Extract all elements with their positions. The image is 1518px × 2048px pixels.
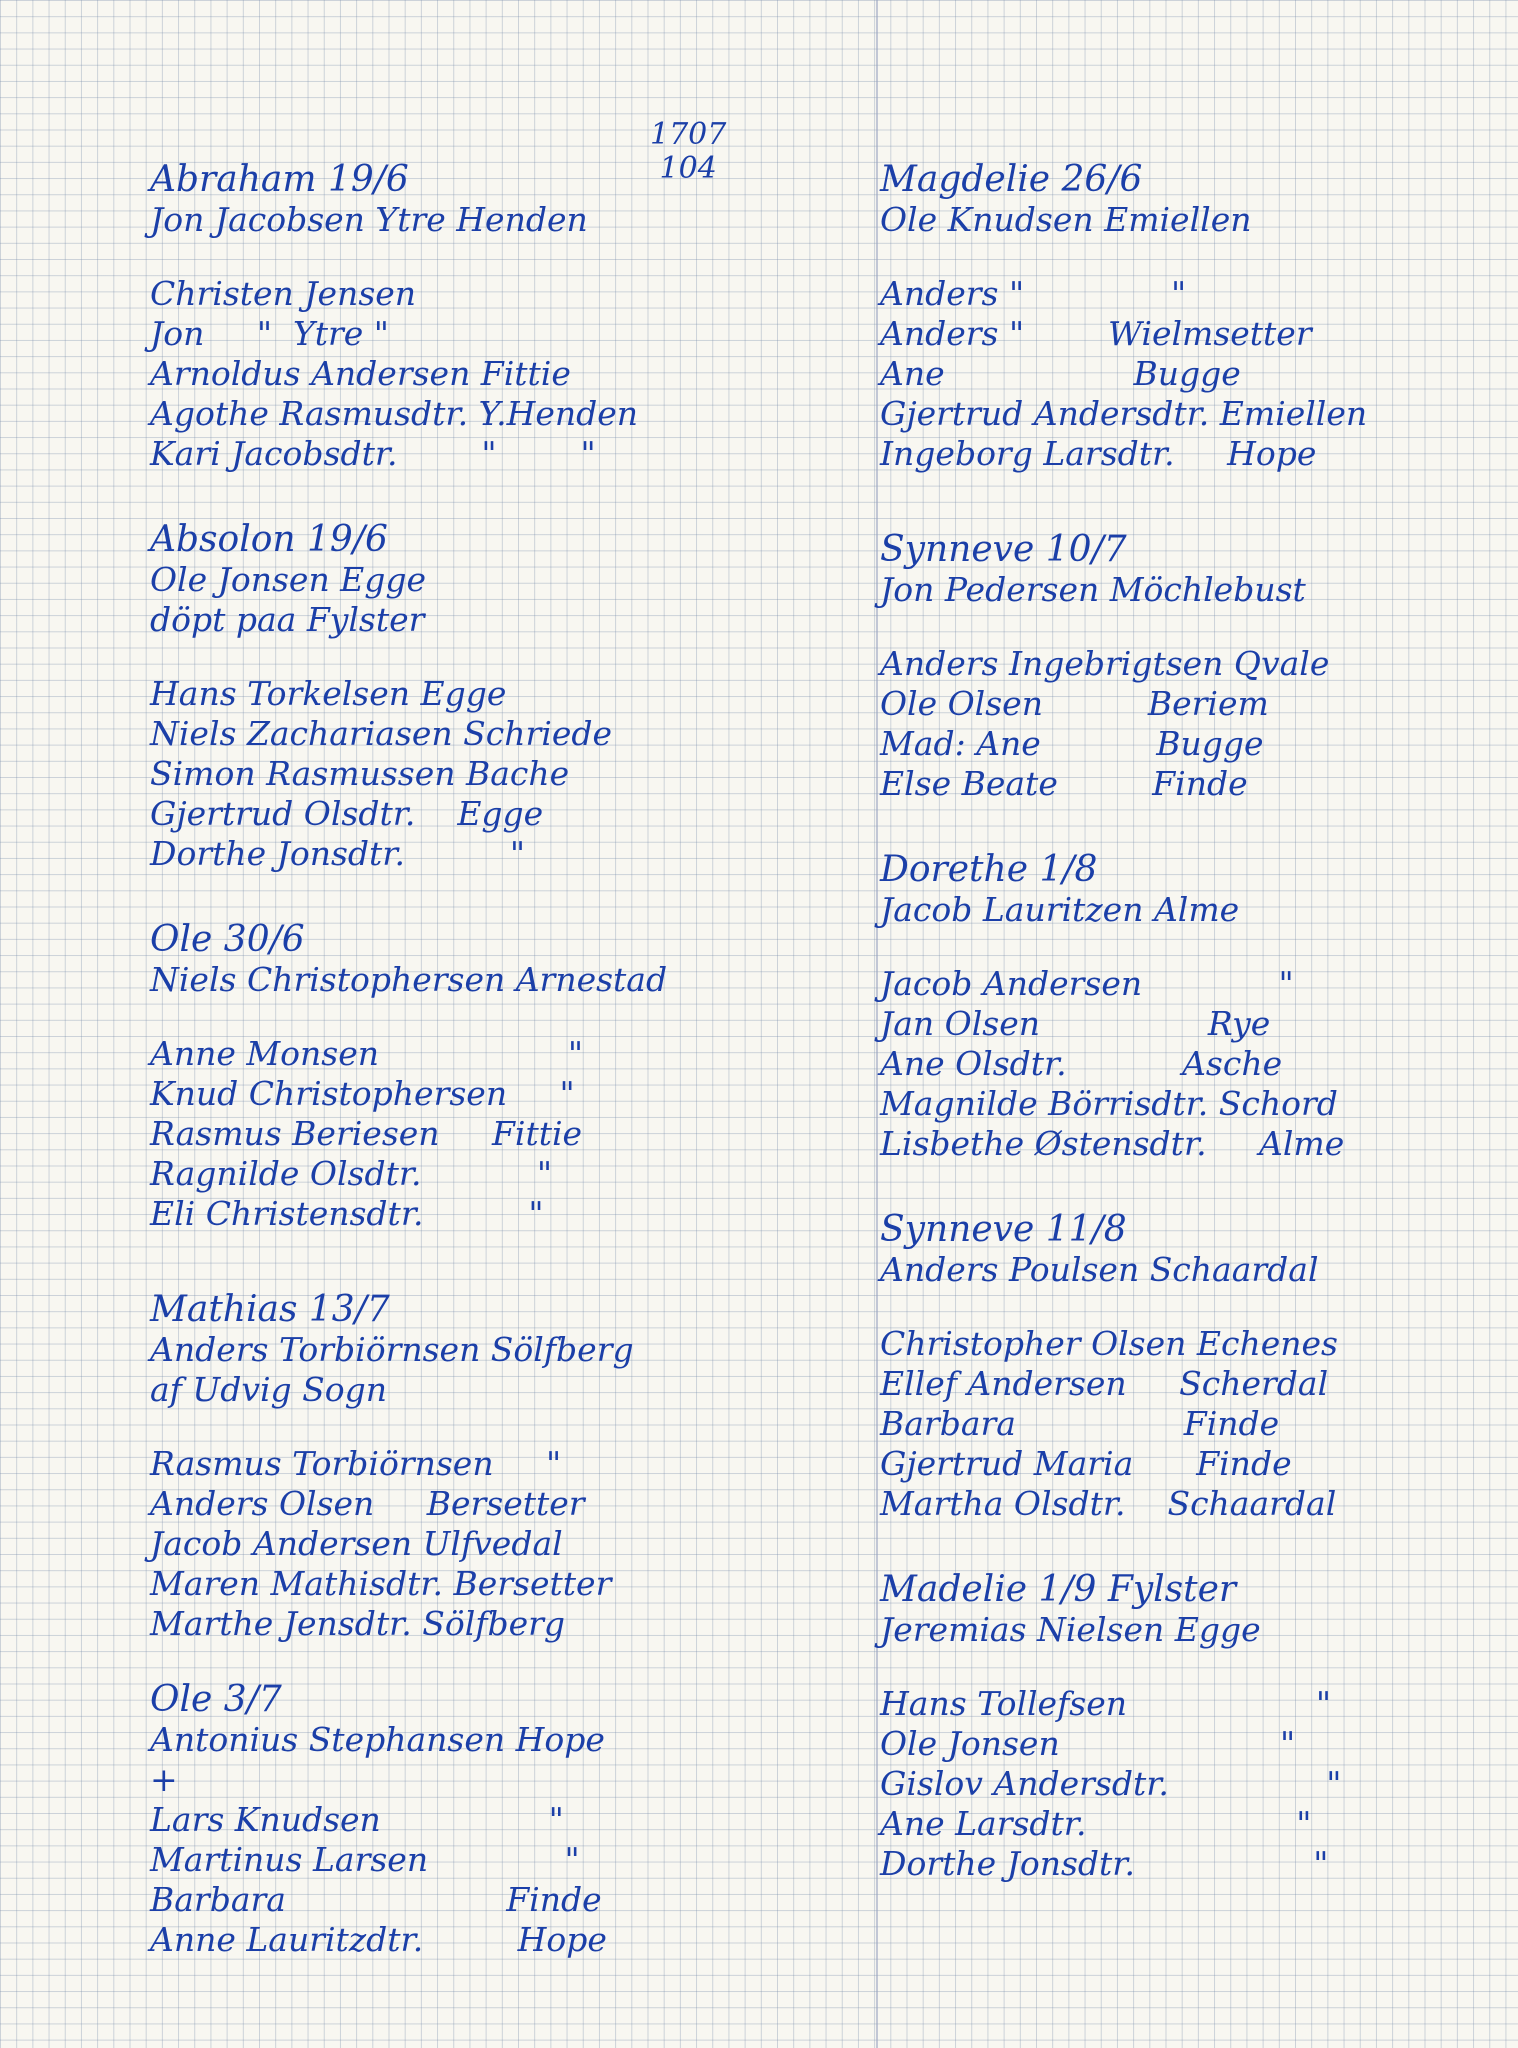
- sponsor-line: Marthe Jensdtr. Sölfberg: [150, 1604, 566, 1643]
- sponsor-line: Lars Knudsen ": [150, 1800, 564, 1839]
- sponsor-line: Jan Olsen Rye: [880, 1004, 1271, 1043]
- sponsor-line: Simon Rasmussen Bache: [150, 754, 570, 793]
- entry-heading: [150, 1680, 850, 1720]
- sponsor-line: Anders Olsen Bersetter: [150, 1484, 585, 1523]
- baptism-entry: [150, 1680, 850, 1960]
- father-line: Ole Knudsen Emiellen: [880, 200, 1252, 239]
- entry-heading: [880, 530, 1500, 570]
- sponsor-line: Ane Olsdtr. Asche: [880, 1044, 1283, 1083]
- child-name: Mathias: [150, 1289, 298, 1330]
- baptism-entry: [150, 160, 850, 474]
- sponsor-line: Christen Jensen: [150, 274, 417, 313]
- child-name: Absolon: [150, 519, 296, 560]
- sponsor-line: Ragnilde Olsdtr. ": [150, 1154, 553, 1193]
- baptism-date: 30/6: [223, 919, 305, 960]
- child-name: Synneve: [880, 529, 1035, 570]
- sponsor-line: Niels Zachariasen Schriede: [150, 714, 613, 753]
- sponsor-line: Rasmus Beriesen Fittie: [150, 1114, 583, 1153]
- child-name: Abraham: [150, 159, 317, 200]
- father-line: Anders Torbiörnsen Sölfberg: [150, 1330, 634, 1369]
- sponsor-line: Lisbethe Østensdtr. Alme: [880, 1124, 1345, 1163]
- sponsor-line: Jacob Andersen Ulfvedal: [150, 1524, 563, 1563]
- father-line: Ole Jonsen Egge: [150, 560, 427, 599]
- sponsor-line: Martha Olsdtr. Schaardal: [880, 1484, 1337, 1523]
- sponsor-line: Magnilde Börrisdtr. Schord: [880, 1084, 1338, 1123]
- baptism-date: 1/9 Fylster: [1038, 1569, 1237, 1610]
- child-name: Synneve: [880, 1209, 1035, 1250]
- sponsor-line: Knud Christophersen ": [150, 1074, 575, 1113]
- child-name: Ole: [150, 919, 213, 960]
- sponsor-line: Hans Torkelsen Egge: [150, 674, 507, 713]
- child-name: Madelie: [880, 1569, 1028, 1610]
- baptism-entry: [150, 920, 850, 1234]
- entry-heading: [880, 1570, 1500, 1610]
- father-line: Jon Pedersen Möchlebust: [880, 570, 1306, 609]
- center-fold-line: [876, 0, 878, 2048]
- baptism-entry: [880, 1210, 1500, 1524]
- baptism-entry: [880, 530, 1500, 804]
- baptism-entry: [150, 1290, 850, 1644]
- baptism-date: 1/8: [1039, 849, 1098, 890]
- entry-heading: [150, 1290, 850, 1330]
- sponsor-line: Mad: Ane Bugge: [880, 724, 1264, 763]
- entry-heading: [150, 520, 850, 560]
- father-line: Anders Poulsen Schaardal: [880, 1250, 1319, 1289]
- sponsor-line: Anders " ": [880, 274, 1187, 313]
- sponsor-line: Rasmus Torbiörnsen ": [150, 1444, 562, 1483]
- sponsor-line: Ane Bugge: [880, 354, 1241, 393]
- father-line: Antonius Stephansen Hope: [150, 1720, 605, 1759]
- child-name: Magdelie: [880, 159, 1051, 200]
- baptism-date: 11/8: [1045, 1209, 1127, 1250]
- entry-heading: [150, 920, 850, 960]
- father-line: Niels Christophersen Arnestad: [150, 960, 668, 999]
- child-name: Dorethe: [880, 849, 1029, 890]
- sponsor-line: Jacob Andersen ": [880, 964, 1294, 1003]
- sponsor-line: Jon " Ytre ": [150, 314, 389, 353]
- father-line: Jacob Lauritzen Alme: [880, 890, 1240, 929]
- baptism-date: 26/6: [1061, 159, 1143, 200]
- baptism-entry: [880, 850, 1500, 1164]
- sponsor-line: Gjertrud Andersdtr. Emiellen: [880, 394, 1368, 433]
- sponsor-line: Anders Ingebrigtsen Qvale: [880, 644, 1330, 683]
- sponsor-line: Hans Tollefsen ": [880, 1684, 1332, 1723]
- sponsor-line: Else Beate Finde: [880, 764, 1248, 803]
- page-number: 1707 104: [650, 117, 727, 186]
- sponsor-line: Ingeborg Larsdtr. Hope: [880, 434, 1317, 473]
- sponsor-line: Anne Lauritzdtr. Hope: [150, 1920, 607, 1959]
- baptism-date: 13/7: [308, 1289, 390, 1330]
- sponsor-line: Anne Monsen ": [150, 1034, 584, 1073]
- sponsor-line: Agothe Rasmusdtr. Y.Henden: [150, 394, 639, 433]
- entry-heading: [880, 160, 1500, 200]
- child-name: Ole: [150, 1679, 213, 1720]
- baptism-entry: [880, 160, 1500, 474]
- baptism-entry: [150, 520, 850, 874]
- death-mark: +: [150, 1760, 178, 1799]
- sponsor-line: Barbara Finde: [150, 1880, 602, 1919]
- sponsor-line: Ane Larsdtr. ": [880, 1804, 1312, 1843]
- sponsor-line: Anders " Wielmsetter: [880, 314, 1312, 353]
- entry-note: döpt paa Fylster: [150, 600, 425, 639]
- entry-heading: [150, 160, 850, 200]
- entry-heading: [880, 850, 1500, 890]
- sponsor-line: Gjertrud Olsdtr. Egge: [150, 794, 544, 833]
- sponsor-line: Arnoldus Andersen Fittie: [150, 354, 571, 393]
- sponsor-line: Barbara Finde: [880, 1404, 1280, 1443]
- baptism-entry: [880, 1570, 1500, 1884]
- sponsor-line: Maren Mathisdtr. Bersetter: [150, 1564, 612, 1603]
- sponsor-line: Ole Olsen Beriem: [880, 684, 1269, 723]
- baptism-date: 10/7: [1045, 529, 1127, 570]
- sponsor-line: Ellef Andersen Scherdal: [880, 1364, 1329, 1403]
- entry-note: af Udvig Sogn: [150, 1370, 387, 1409]
- sponsor-line: Christopher Olsen Echenes: [880, 1324, 1338, 1363]
- baptism-date: 3/7: [223, 1679, 282, 1720]
- father-line: Jeremias Nielsen Egge: [880, 1610, 1261, 1649]
- sponsor-line: Dorthe Jonsdtr. ": [150, 834, 526, 873]
- sponsor-line: Dorthe Jonsdtr. ": [880, 1844, 1329, 1883]
- sponsor-line: Gislov Andersdtr. ": [880, 1764, 1342, 1803]
- sponsor-line: Gjertrud Maria Finde: [880, 1444, 1292, 1483]
- sponsor-line: Ole Jonsen ": [880, 1724, 1296, 1763]
- father-line: Jon Jacobsen Ytre Henden: [150, 200, 588, 239]
- sponsor-line: Martinus Larsen ": [150, 1840, 580, 1879]
- sponsor-line: Eli Christensdtr. ": [150, 1194, 544, 1233]
- baptism-date: 19/6: [307, 519, 388, 560]
- sponsor-line: Kari Jacobsdtr. " ": [150, 434, 596, 473]
- entry-heading: [880, 1210, 1500, 1250]
- baptism-date: 19/6: [327, 159, 409, 200]
